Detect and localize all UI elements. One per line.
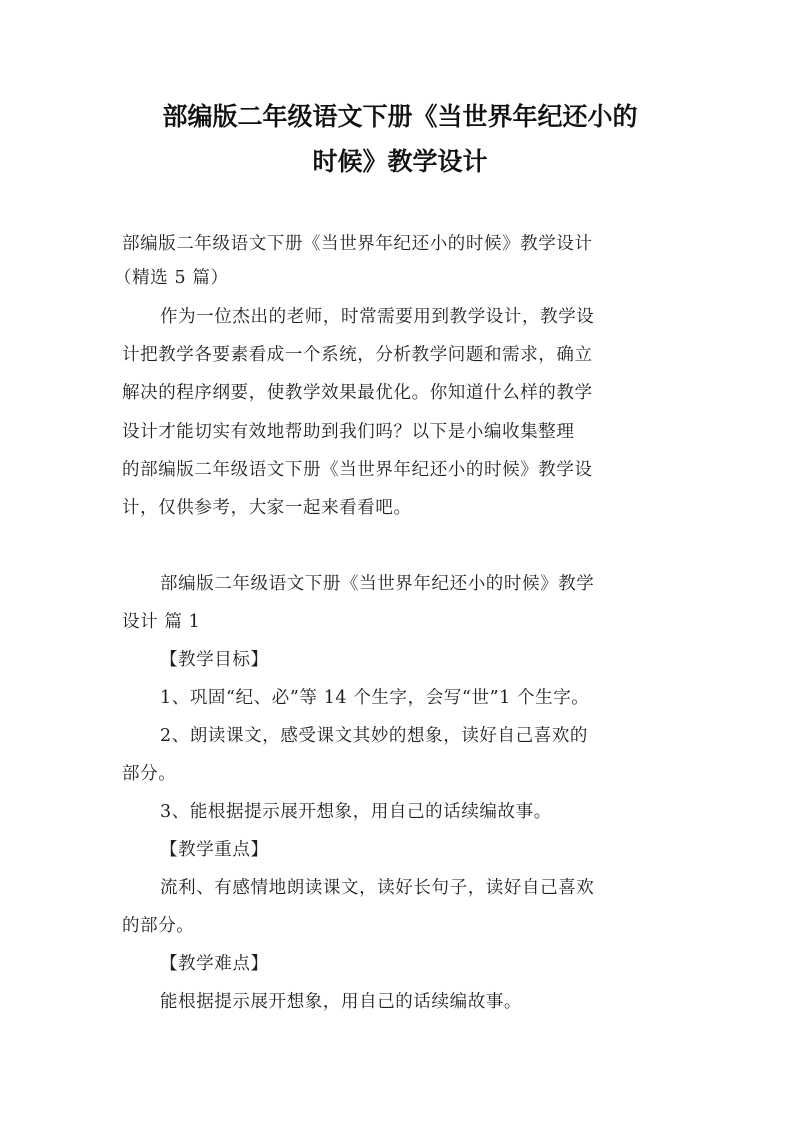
- objective-2-line-2: 部分。: [122, 764, 177, 784]
- section-heading-line-2: 设计 篇 1: [122, 612, 201, 632]
- intro-paragraph-line-1: 作为一位杰出的老师，时常需要用到教学设计，教学设: [160, 307, 595, 327]
- document-title-line-1: 部编版二年级语文下册《当世界年纪还小的: [162, 102, 638, 131]
- intro-heading-line-1: 部编版二年级语文下册《当世界年纪还小的时候》教学设计: [122, 234, 593, 254]
- key-points-label: 【教学重点】: [160, 840, 269, 860]
- objective-2-line-1: 2、朗读课文，感受课文其妙的想象，读好自己喜欢的: [160, 726, 589, 746]
- difficulty-text: 能根据提示展开想象，用自己的话续编故事。: [160, 992, 522, 1012]
- key-points-line-2: 的部分。: [122, 916, 195, 936]
- intro-paragraph-line-3: 解决的程序纲要，使教学效果最优化。你知道什么样的教学: [122, 383, 593, 403]
- intro-paragraph-line-2: 计把教学各要素看成一个系统，分析教学问题和需求，确立: [122, 345, 593, 365]
- objective-1: 1、巩固“纪、必”等 14 个生字，会写“世”1 个生字。: [160, 688, 590, 708]
- objectives-label: 【教学目标】: [160, 650, 269, 670]
- document-title-line-2: 时候》教学设计: [312, 147, 488, 176]
- intro-paragraph-line-6: 计，仅供参考，大家一起来看看吧。: [122, 498, 412, 518]
- objective-3: 3、能根据提示展开想象，用自己的话续编故事。: [160, 802, 552, 822]
- intro-paragraph-line-4: 设计才能切实有效地帮助到我们吗？以下是小编收集整理: [122, 422, 575, 442]
- difficulty-label: 【教学难点】: [160, 954, 269, 974]
- key-points-line-1: 流利、有感情地朗读课文，读好长句子，读好自己喜欢: [160, 878, 595, 898]
- intro-paragraph-line-5: 的部编版二年级语文下册《当世界年纪还小的时候》教学设: [122, 460, 593, 480]
- intro-heading-line-2: （精选 5 篇）: [114, 268, 229, 288]
- section-heading-line-1: 部编版二年级语文下册《当世界年纪还小的时候》教学: [160, 574, 595, 594]
